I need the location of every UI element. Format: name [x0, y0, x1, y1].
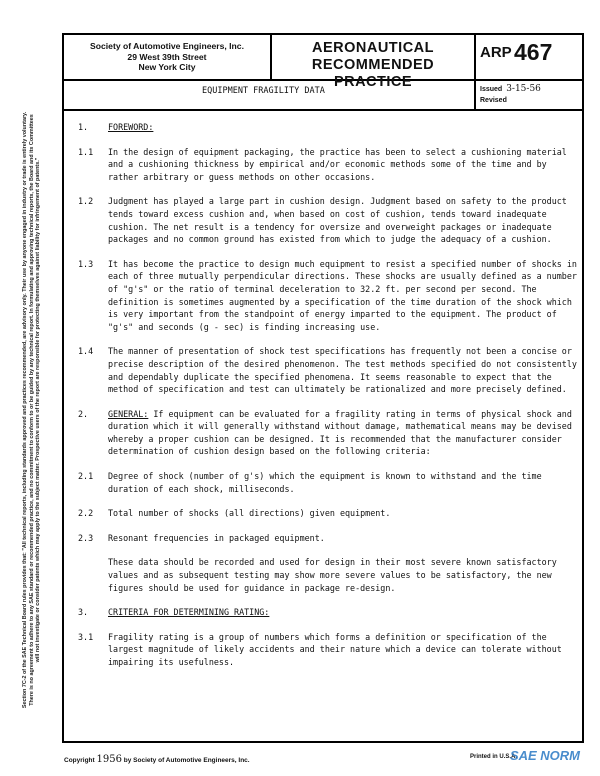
section-number: 3.	[78, 607, 89, 618]
paragraph-text: Degree of shock (number of g's) which the equipment is known to withstand and the time duration of each shock, milliseconds.	[108, 471, 542, 494]
document-body	[78, 121, 578, 681]
issued-date: 3-15-56	[506, 84, 541, 94]
organization-block	[64, 35, 272, 81]
doc-type-line-1: AERONAUTICAL	[312, 40, 434, 56]
section-title: GENERAL:	[108, 408, 149, 419]
footer	[62, 748, 584, 766]
paragraph-text: It has become the practice to design much equipment to resist a specified number of shocks in each of three mutually perpendicular directions. These shocks are usually defined as a number of "g's" or the ratio of terminal deceleration to 32.2 ft. per second per second. The definition is sometimes augmented by a specification of the time duration of the shock which is very important from the standpoint of energy imparted to the equipment. The product of "g's" and seconds (g - sec) is finding increasing use.	[108, 258, 577, 332]
org-name: Society of Automotive Engineers, Inc.	[90, 41, 244, 51]
paragraph-number: 2.1	[78, 471, 94, 482]
document-type-block	[272, 35, 476, 90]
paragraph-text: Fragility rating is a group of numbers which forms a definition or specification of the largest magnitude of likely accidents and their nature which a device can tolerate without impairing its usefulness.	[108, 631, 562, 667]
paragraph	[78, 470, 578, 495]
section-number: 2.	[78, 408, 89, 419]
paragraph-text: Total number of shocks (all directions) given equipment.	[108, 508, 391, 519]
paragraph	[78, 631, 578, 669]
side-notice-text: Section 7C-2 of the SAE Technical Board rules provides that: "All technical reports, including standards approved and practices recommended, are advisory only. Their use by anyone engaged in industry or trade is entirely voluntary. There is no agreement to adhere to any SAE standard or recommended practice, and no commitment to conform to or be guided by any technical report. In formulating and approving technical reports, the Board and its Committees will not investigate or consider patents which may apply to the subject matter. Prospective users of the report are responsible for protecting themselves against liability for infringement of patents."	[22, 111, 42, 709]
paragraph-text: If equipment can be evaluated for a fragility rating in terms of physical shock and duration which it will generally withstand without damage, mathematical means may be devised whereby a proper cushion can be designed. It is recommended that the manufacturer consider determination of cushion design based on the following criteria:	[108, 408, 572, 457]
paragraph-number: 1.4	[78, 346, 94, 357]
watermark-logo: SAE NORM	[509, 748, 580, 763]
org-address: 29 West 39th Street	[127, 51, 207, 62]
side-notice	[6, 100, 58, 720]
paragraph	[78, 146, 578, 184]
paragraph	[78, 507, 578, 520]
general-paragraph	[78, 408, 578, 458]
issue-info	[476, 81, 582, 111]
paragraph	[78, 195, 578, 245]
paragraph	[78, 258, 578, 334]
section-heading	[78, 606, 578, 619]
section-title: FOREWORD:	[108, 122, 154, 132]
paragraph-number: 1.2	[78, 196, 94, 207]
org-city: New York City	[138, 62, 196, 72]
copyright-year: 1956	[96, 754, 122, 765]
paragraph-note: These data should be recorded and used for design in their most severe known satisfactory values and as subsequent testing may show more severe values to be satisfactory, the new figures should be used for guidance in package re-design.	[108, 557, 557, 593]
paragraph-number: 2.2	[78, 508, 94, 519]
copyright-holder: by Society of Automotive Engineers, Inc.	[123, 757, 250, 764]
arp-number: 467	[514, 39, 553, 65]
section-title: CRITERIA FOR DETERMINING RATING:	[108, 607, 270, 618]
paragraph-text: Judgment has played a large part in cushion design. Judgment based on safety to the product tends toward excess cushion and, when based on cost of cushion, tends toward inadequate cushion. The net result is a tendency for oversize and overweight packages or inadequate packages and no common ground has existed from which to judge the adequacy of a cushion.	[108, 196, 567, 245]
paragraph-text: In the design of equipment packaging, the practice has been to select a cushioning material and a cushioning thickness by empirical and/or economic methods some of the time and by rather arbitrary or guess methods on other occasions.	[108, 146, 567, 182]
paragraph-number: 1.3	[78, 258, 94, 269]
revised-label: Revised	[480, 97, 507, 104]
paragraph-text: Resonant frequencies in packaged equipment.	[108, 532, 325, 543]
arp-label: ARP	[480, 44, 512, 61]
document-frame	[62, 33, 584, 743]
paragraph-text: The manner of presentation of shock test specifications has frequently not been a concise or precise description of the desired phenomenon. The test methods specified do not consistently and dependably duplicate the specified phenomena. It seems reasonable to expect that the method of specification and test can ultimately be rationalized and more precisely defined.	[108, 346, 577, 395]
doc-type-line-2: RECOMMENDED PRACTICE	[311, 57, 435, 90]
document-number-block	[476, 35, 582, 81]
copyright	[64, 754, 250, 765]
paragraph-number: 3.1	[78, 631, 94, 642]
printed-notice: Printed in U.S.A.	[470, 754, 518, 760]
paragraph-number: 2.3	[78, 532, 94, 543]
section-heading	[78, 121, 578, 134]
paragraph-number: 1.1	[78, 146, 94, 157]
paragraph	[78, 345, 578, 395]
issued-label: Issued	[480, 86, 503, 93]
paragraph	[78, 532, 578, 545]
section-number: 1.	[78, 122, 89, 132]
copyright-label: Copyright	[64, 757, 95, 764]
subject-title: EQUIPMENT FRAGILITY DATA	[64, 81, 476, 111]
